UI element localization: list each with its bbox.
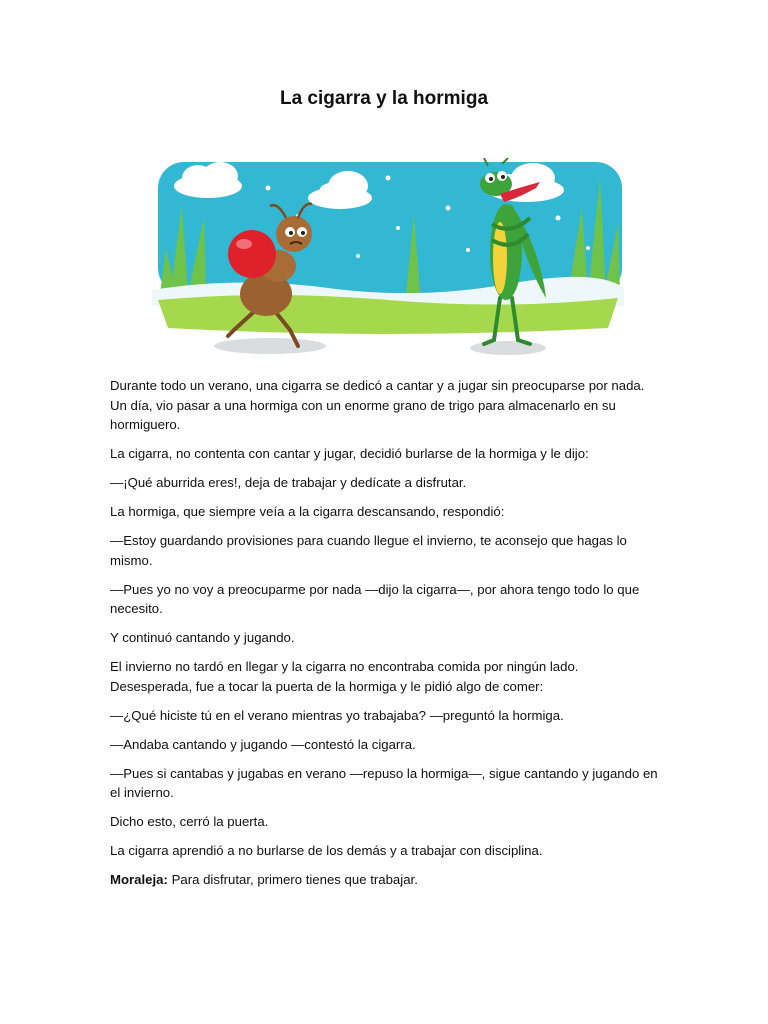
story-paragraph: La cigarra, no contenta con cantar y jugar, decidió burlarse de la hormiga y le dijo: <box>110 446 589 461</box>
story-paragraph: La cigarra aprendió a no burlarse de los demás y a trabajar con disciplina. <box>110 843 543 858</box>
story-paragraph: Dicho esto, cerró la puerta. <box>110 814 269 829</box>
story-paragraph: La hormiga, que siempre veía a la cigarra descansando, respondió: <box>110 504 505 519</box>
story-paragraph: —Pues si cantabas y jugabas en verano —repuso la hormiga—, sigue cantando y jugando en el invierno. <box>110 765 658 800</box>
story-paragraph: —¿Qué hiciste tú en el verano mientras yo trabajaba? —preguntó la hormiga. <box>110 707 564 723</box>
illustration-svg <box>148 158 628 364</box>
story-body <box>110 376 662 890</box>
story-paragraph: —Andaba cantando y jugando —contestó la cigarra. <box>110 736 416 752</box>
ant-shadow <box>214 338 326 354</box>
moral-paragraph <box>110 870 662 890</box>
story-title: La cigarra y la hormiga <box>279 88 489 109</box>
story-paragraph: —¡Qué aburrida eres!, deja de trabajar y dedícate a disfrutar. <box>110 475 467 490</box>
cigarra-y-hormiga-illustration <box>148 158 628 364</box>
moral-label: Moraleja: <box>110 872 168 887</box>
moral-text: Para disfrutar, primero tienes que trabajar. <box>167 872 418 887</box>
story-paragraph: —Pues yo no voy a preocuparme por nada —dijo la cigarra—, por ahora tengo todo lo que necesito. <box>110 581 640 616</box>
story-paragraph: El invierno no tardó en llegar y la cigarra no encontraba comida por ningún lado. Desesperada, fue a tocar la puerta de la hormiga y le pidió algo de comer: <box>110 659 579 694</box>
story-paragraph: Durante todo un verano, una cigarra se dedicó a cantar y a jugar sin preocuparse por nada. Un día, vio pasar a una hormiga con un enorme grano de trigo para almacenarlo en su hormiguero. <box>110 378 645 432</box>
cicada-shadow <box>470 341 546 355</box>
story-paragraph: —Estoy guardando provisiones para cuando llegue el invierno, te aconsejo que hagas lo mismo. <box>110 533 627 568</box>
story-paragraph: Y continuó cantando y jugando. <box>110 630 295 645</box>
